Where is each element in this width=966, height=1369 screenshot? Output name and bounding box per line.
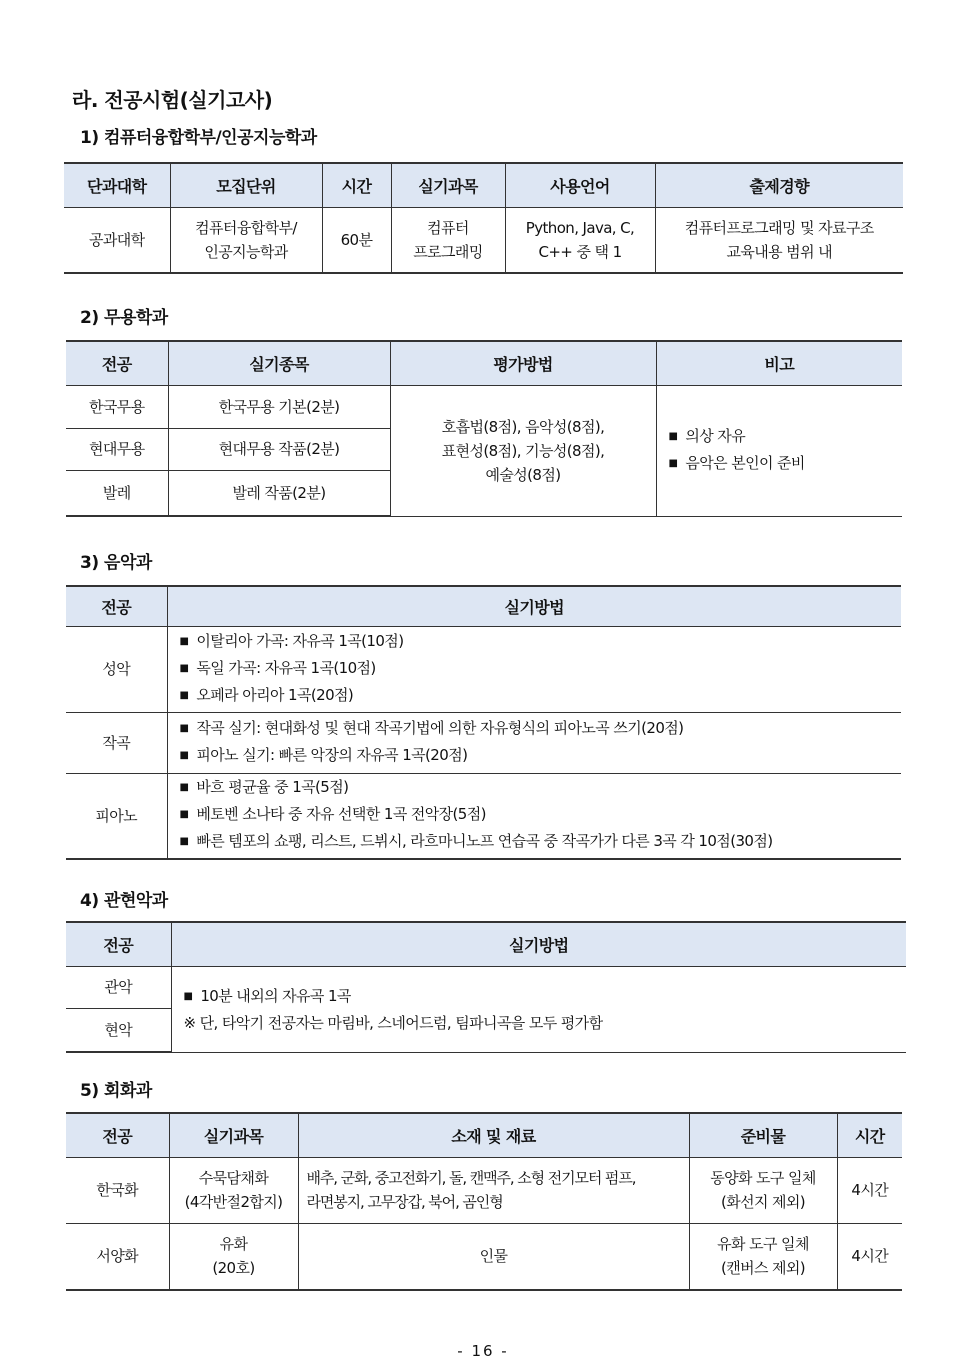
s2-major: 한국무용 — [66, 385, 168, 428]
s4-major: 현악 — [66, 1008, 171, 1052]
s3-method: ■ 바흐 평균율 중 1곡(5점) ■ 베토벤 소나타 중 자유 선택한 1곡 전악장(5점) ■ 빠른 템포의 쇼팽, 리스트, 드뷔시, 라흐마니노프 연습곡 중 작곡가가 다른 3곡 각 10점(30점) — [167, 773, 901, 859]
s5-header: 시간 — [837, 1113, 902, 1157]
s2-header: 전공 — [66, 341, 168, 385]
s1-header: 시간 — [322, 163, 391, 207]
s5-material: 배추, 군화, 중고전화기, 돌, 캔맥주, 소형 전기모터 펌프, 라면봉지, 고무장갑, 북어, 곰인형 — [298, 1157, 689, 1223]
s1-header: 단과대학 — [64, 163, 170, 207]
s1-college: 공과대학 — [64, 207, 170, 273]
s1-header: 실기과목 — [391, 163, 505, 207]
s1-header: 모집단위 — [170, 163, 322, 207]
s5-header: 준비물 — [689, 1113, 837, 1157]
s2-item: 한국무용 기본(2분) — [168, 385, 390, 428]
s1-header: 사용언어 — [505, 163, 655, 207]
s3-table — [66, 585, 901, 860]
s2-major: 발레 — [66, 470, 168, 516]
s4-header: 전공 — [66, 922, 171, 966]
s4-title: 4) 관현악과 — [80, 891, 168, 911]
s3-major: 피아노 — [66, 773, 167, 859]
s5-header: 소재 및 재료 — [298, 1113, 689, 1157]
s5-title: 5) 회화과 — [80, 1081, 152, 1101]
s5-major: 한국화 — [66, 1157, 169, 1223]
s2-header: 평가방법 — [390, 341, 656, 385]
s2-table — [66, 340, 902, 517]
s1-subject: 컴퓨터 프로그래밍 — [391, 207, 505, 273]
s4-major: 관악 — [66, 966, 171, 1008]
s3-header: 전공 — [66, 586, 167, 626]
s5-header: 전공 — [66, 1113, 169, 1157]
page-number: - 16 - — [457, 1342, 509, 1360]
s5-time: 4시간 — [837, 1223, 902, 1290]
s2-header: 실기종목 — [168, 341, 390, 385]
s5-material: 인물 — [298, 1223, 689, 1290]
s5-table — [66, 1112, 902, 1291]
s3-method: ■ 작곡 실기: 현대화성 및 현대 작곡기법에 의한 자유형식의 피아노곡 쓰기(20점) ■ 피아노 실기: 빠른 악장의 자유곡 1곡(20점) — [167, 712, 901, 773]
s1-trend: 컴퓨터프로그래밍 및 자료구조 교육내용 범위 내 — [655, 207, 903, 273]
s4-table — [66, 921, 906, 1053]
s1-table — [64, 162, 903, 274]
s1-language: Python, Java, C, C++ 중 택 1 — [505, 207, 655, 273]
s1-time: 60분 — [322, 207, 391, 273]
s1-unit: 컴퓨터융합학부/ 인공지능학과 — [170, 207, 322, 273]
s2-title: 2) 무용학과 — [80, 308, 168, 328]
s5-subject: 유화 (20호) — [169, 1223, 298, 1290]
s5-prep: 동양화 도구 일체 (화선지 제외) — [689, 1157, 837, 1223]
s5-prep: 유화 도구 일체 (캔버스 제외) — [689, 1223, 837, 1290]
s2-item: 발레 작품(2분) — [168, 470, 390, 516]
s2-major: 현대무용 — [66, 428, 168, 470]
s5-major: 서양화 — [66, 1223, 169, 1290]
s5-subject: 수묵담채화 (4각반절2합지) — [169, 1157, 298, 1223]
s3-major: 작곡 — [66, 712, 167, 773]
s5-time: 4시간 — [837, 1157, 902, 1223]
s2-eval: 호흡법(8점), 음악성(8점), 표현성(8점), 기능성(8점), 예술성(8점) — [390, 385, 656, 516]
s5-header: 실기과목 — [169, 1113, 298, 1157]
s2-item: 현대무용 작품(2분) — [168, 428, 390, 470]
s2-notes: ■ 의상 자유 ■ 음악은 본인이 준비 — [656, 385, 902, 516]
s4-header: 실기방법 — [171, 922, 906, 966]
s1-title: 1) 컴퓨터융합학부/인공지능학과 — [80, 128, 317, 148]
s3-title: 3) 음악과 — [80, 553, 152, 573]
s2-header: 비고 — [656, 341, 902, 385]
s3-method: ■ 이탈리아 가곡: 자유곡 1곡(10점) ■ 독일 가곡: 자유곡 1곡(10점) ■ 오페라 아리아 1곡(20점) — [167, 626, 901, 712]
s1-header: 출제경향 — [655, 163, 903, 207]
section-heading: 라. 전공시험(실기고사) — [72, 88, 273, 112]
s4-method: ■ 10분 내외의 자유곡 1곡 ※ 단, 타악기 전공자는 마림바, 스네어드럼, 팀파니곡을 모두 평가함 — [171, 966, 906, 1052]
s3-major: 성악 — [66, 626, 167, 712]
s3-header: 실기방법 — [167, 586, 901, 626]
